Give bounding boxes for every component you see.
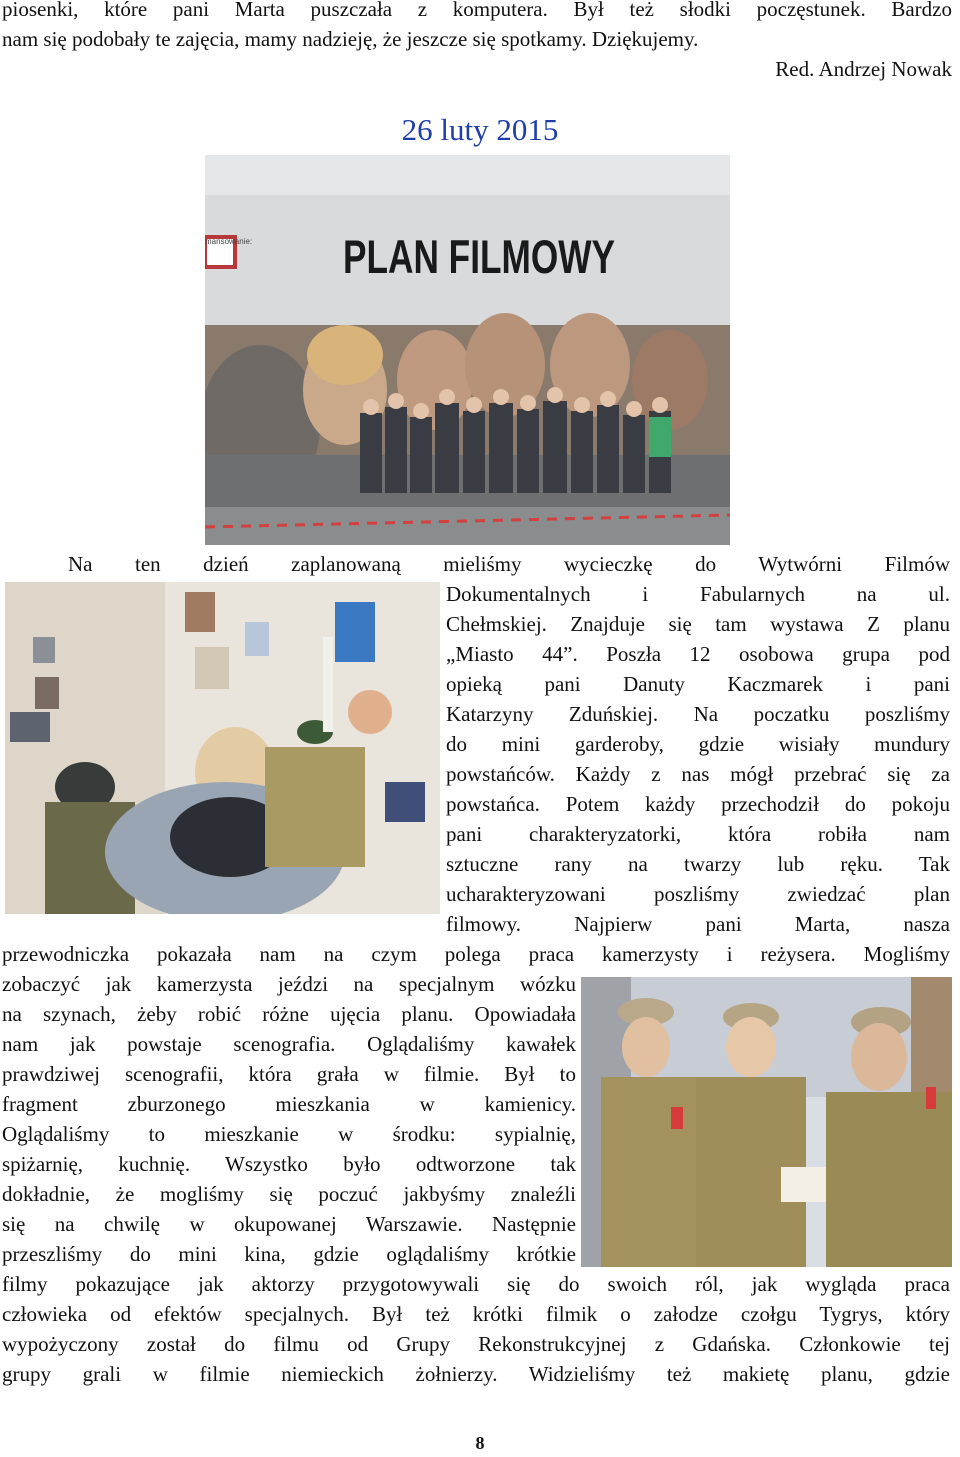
signature: Red. Andrzej Nowak	[775, 57, 952, 81]
text-line: Katarzyny Zduńskiej. Na poczatku poszliśmy	[446, 702, 950, 726]
text-line: dokładnie, że mogliśmy się poczuć jakbyśmy znaleźli	[2, 1182, 576, 1206]
text-line: człowieka od efektów specjalnych. Był też krótki filmik o załodze czołgu Tygrys, który	[2, 1302, 950, 1326]
text-line: powstańców. Każdy z nas mógł przebrać się za	[446, 762, 950, 786]
page-number: 8	[475, 1433, 485, 1453]
text-line: „Miasto 44”. Poszła 12 osobowa grupa pod	[446, 642, 950, 666]
text-line: Chełmskiej. Znajduje się tam wystawa Z planu	[446, 612, 950, 636]
text-line: filmowy. Najpierw pani Marta, nasza	[446, 912, 950, 936]
costumes-photo	[581, 977, 952, 1267]
makeup-room-photo	[5, 582, 440, 914]
text-line: Oglądaliśmy to mieszkanie w środku: sypialnię,	[2, 1122, 576, 1146]
text-line: piosenki, które pani Marta puszczała z komputera. Był też słodki poczęstunek. Bardzo	[2, 0, 952, 21]
text-line: wypożyczony został do filmu od Grupy Rekonstrukcyjnej z Gdańska. Członkowie tej	[2, 1332, 950, 1356]
text-line: opieką pani Danuty Kaczmarek i pani	[446, 672, 950, 696]
text-line: powstańca. Potem każdy przechodził do pokoju	[446, 792, 950, 816]
text-line: do mini garderoby, gdzie wisiały mundury	[446, 732, 950, 756]
text-line: na szynach, żeby robić różne ujęcia planu. Opowiadała	[2, 1002, 576, 1026]
text-line: spiżarnię, kuchnię. Wszystko było odtworzone tak	[2, 1152, 576, 1176]
text-line: fragment zburzonego mieszkania w kamienicy.	[2, 1092, 576, 1116]
text-line: filmy pokazujące jak aktorzy przygotowywali się do swoich ról, jak wygląda praca	[2, 1272, 950, 1296]
text-line: zobaczyć jak kamerzysta jeździ na specjalnym wózku	[2, 972, 576, 996]
date-heading: 26 luty 2015	[401, 112, 559, 147]
text-line: Na ten dzień zaplanowaną mieliśmy wycieczkę do Wytwórni Filmów	[68, 552, 950, 576]
text-line: nam jak powstaje scenografia. Oglądaliśmy kawałek	[2, 1032, 576, 1056]
text-line: ucharakteryzowani poszliśmy zwiedzać plan	[446, 882, 950, 906]
group-photo-film-banner	[205, 155, 730, 545]
text-line: się na chwilę w okupowanej Warszawie. Następnie	[2, 1212, 576, 1236]
text-line: pani charakteryzatorki, która robiła nam	[446, 822, 950, 846]
banner-text: PLAN FILMOWY	[343, 230, 615, 283]
text-line: Dokumentalnych i Fabularnych na ul.	[446, 582, 950, 606]
text-line: nam się podobały te zajęcia, mamy nadzieję, że jeszcze się spotkamy. Dziękujemy.	[2, 27, 699, 51]
text-line: grupy grali w filmie niemieckich żołnierzy. Widzieliśmy też makietę planu, gdzie	[2, 1362, 950, 1386]
text-line: przewodniczka pokazała nam na czym polega praca kamerzysty i reżysera. Mogliśmy	[2, 942, 950, 966]
text-line: sztuczne rany na twarzy lub ręku. Tak	[446, 852, 950, 876]
text-line: prawdziwej scenografii, która grała w filmie. Był to	[2, 1062, 576, 1086]
sponsor-text: mansowanie:	[205, 237, 253, 246]
text-line: przeszliśmy do mini kina, gdzie oglądaliśmy krótkie	[2, 1242, 576, 1266]
